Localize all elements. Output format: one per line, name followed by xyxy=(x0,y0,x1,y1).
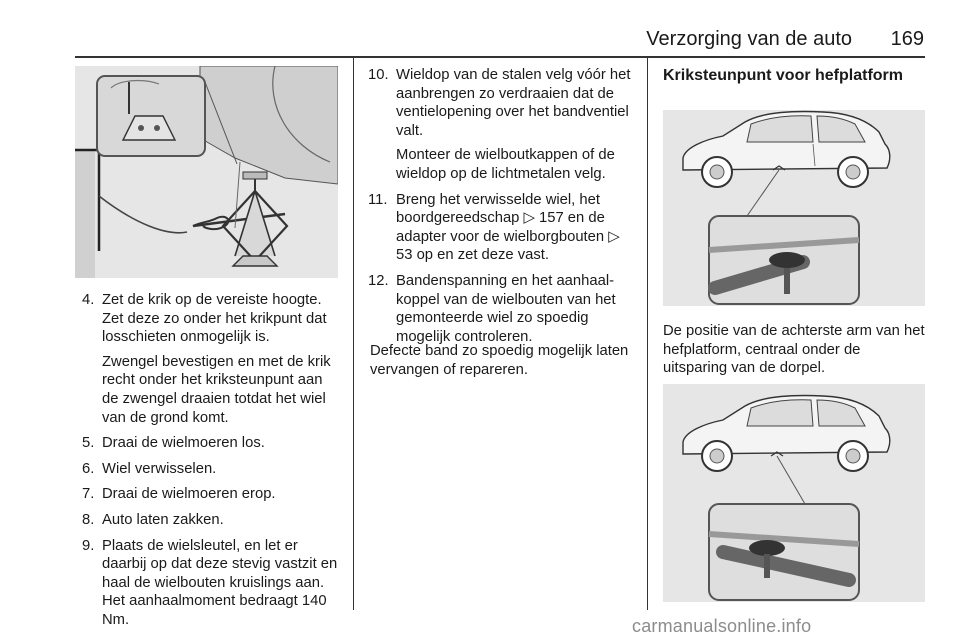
step-item xyxy=(82,460,340,479)
scissor-jack-illustration xyxy=(75,66,338,278)
step-number: 6. xyxy=(82,460,95,477)
step-number: 4. xyxy=(82,292,95,308)
column-divider-left xyxy=(353,58,354,610)
step-item xyxy=(82,511,340,530)
step-item xyxy=(82,434,340,453)
step-text: Zwengel bevestigen en met de krik recht onder het kriksteunpunt aan de zwengel draaien totdat het wiel van de grond komt. xyxy=(102,353,331,426)
step-text: Monteer de wielboutkappen of de wieldop op de lichtmetalen velg. xyxy=(396,147,615,182)
step-number: 7. xyxy=(82,486,95,503)
step-text: Auto laten zakken. xyxy=(102,511,224,528)
figure-caption: De positie van de achterste arm van het hefplatform, centraal onder de uitsparing van de dorpel. xyxy=(663,323,925,377)
step-text: Wiel verwisselen. xyxy=(102,460,217,477)
step-text: Draai de wielmoeren erop. xyxy=(102,486,276,503)
step-item xyxy=(82,485,340,504)
step-text: Breng het verwisselde wiel, het boordgereedschap ▷ 157 en de adapter voor de wielborgbouten ▷ 53 op en zet deze vast. xyxy=(396,191,620,264)
step-item xyxy=(368,66,636,184)
step-number: 9. xyxy=(82,537,95,554)
watermark: carmanualsonline.info xyxy=(632,616,812,636)
step-text: Draai de wielmoeren los. xyxy=(102,435,265,452)
repair-note: Defecte band zo spoedig mogelijk laten vervangen of repareren. xyxy=(370,343,629,378)
step-text: Zet de krik op de vereiste hoogte. Zet deze zo onder het krikpunt dat losschieten onmogelijk is. xyxy=(102,292,327,346)
car-lifting-point-illustration xyxy=(663,110,925,306)
page-number: 169 xyxy=(890,28,924,50)
step-item xyxy=(82,291,340,427)
step-item xyxy=(368,191,636,265)
step-text: Wieldop van de stalen velg vóór het aanbrengen zo verdraaien dat de ventielopening over het bandventiel valt. xyxy=(396,67,631,139)
step-number: 11. xyxy=(368,191,388,208)
section-heading: Kriksteunpunt voor hefplatform xyxy=(663,67,904,84)
step-item xyxy=(82,537,340,630)
step-number: 8. xyxy=(82,511,95,528)
step-text: Bandenspanning en het aanhaalkoppel van de wielbouten van het gemonteerde wiel zo spoedig mogelijk controleren. xyxy=(396,272,616,345)
step-number: 10. xyxy=(368,67,389,83)
column-divider-right xyxy=(647,58,648,610)
step-number: 12. xyxy=(368,272,389,289)
steps-list-middle xyxy=(368,66,636,353)
step-text: Plaats de wielsleutel, en let er daarbij op dat deze stevig vastzit en haal de wielbouten kruislings aan. Het aanhaalmoment bedraagt 140 Nm. xyxy=(102,537,338,628)
car-lifting-point-illustration xyxy=(663,384,925,602)
steps-list-left xyxy=(82,291,340,637)
header-rule xyxy=(75,56,925,58)
step-number: 5. xyxy=(82,435,95,452)
step-item xyxy=(368,272,636,346)
running-header-title: Verzorging van de auto xyxy=(646,28,852,50)
